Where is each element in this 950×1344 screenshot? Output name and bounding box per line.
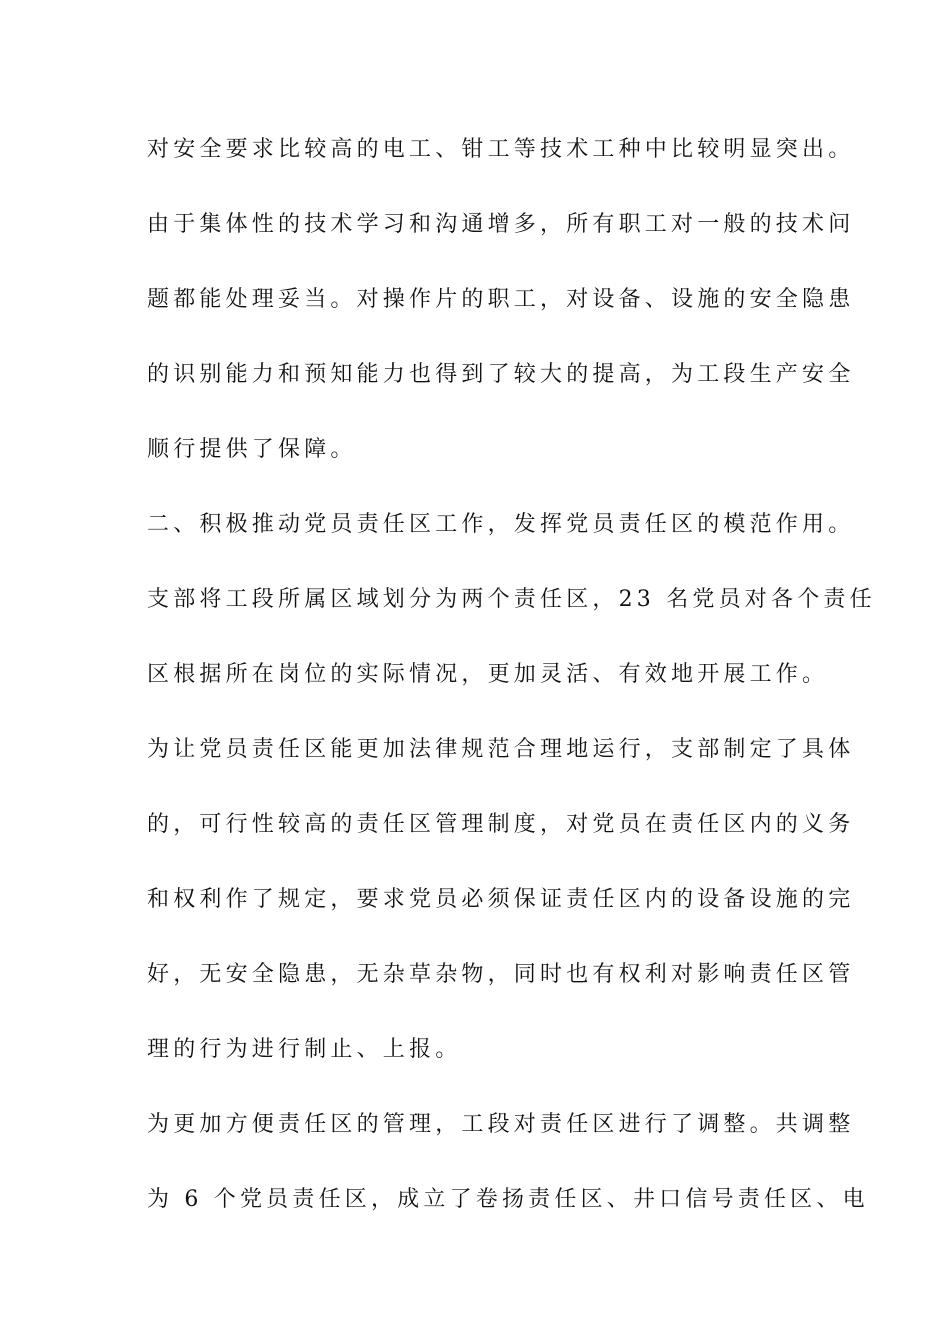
text-line: 为 6 个党员责任区，成立了卷扬责任区、井口信号责任区、电 — [147, 1187, 869, 1212]
text-line: 对安全要求比较高的电工、钳工等技术工种中比较明显突出。 — [147, 137, 855, 162]
text-line: 为更加方便责任区的管理，工段对责任区进行了调整。共调整 — [147, 1112, 855, 1137]
text-line: 的，可行性较高的责任区管理制度，对党员在责任区内的义务 — [147, 812, 855, 837]
text-line: 的识别能力和预知能力也得到了较大的提高，为工段生产安全 — [147, 362, 855, 387]
section-heading: 二、积极推动党员责任区工作，发挥党员责任区的模范作用。 — [147, 512, 855, 537]
text-line: 为让党员责任区能更加法律规范合理地运行，支部制定了具体 — [147, 737, 855, 762]
text-line: 和权利作了规定，要求党员必须保证责任区内的设备设施的完 — [147, 887, 855, 912]
text-line: 区根据所在岗位的实际情况，更加灵活、有效地开展工作。 — [147, 662, 829, 687]
text-line: 题都能处理妥当。对操作片的职工，对设备、设施的安全隐患 — [147, 287, 855, 312]
text-line: 顺行提供了保障。 — [147, 437, 357, 462]
text-line: 理的行为进行制止、上报。 — [147, 1037, 462, 1062]
text-line: 支部将工段所属区域划分为两个责任区，23 名党员对各个责任 — [147, 587, 876, 612]
text-line: 由于集体性的技术学习和沟通增多，所有职工对一般的技术问 — [147, 212, 855, 237]
text-line: 好，无安全隐患，无杂草杂物，同时也有权利对影响责任区管 — [147, 962, 855, 987]
